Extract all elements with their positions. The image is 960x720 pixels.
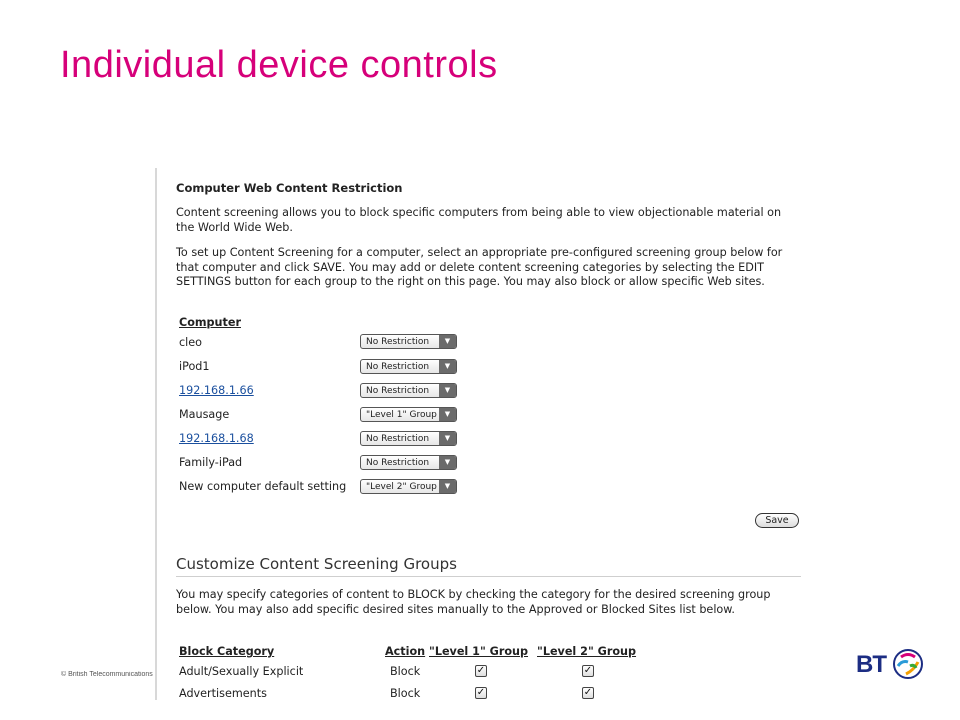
level2-checkbox[interactable]: [582, 665, 594, 677]
level2-checkbox[interactable]: [582, 687, 594, 699]
slide-title: Individual device controls: [60, 44, 498, 86]
screening-group-select[interactable]: [360, 431, 457, 446]
dropdown-arrow-icon: ▼: [439, 360, 456, 373]
checkmark-icon: ✓: [476, 687, 486, 698]
checkmark-icon: ✓: [583, 687, 593, 698]
screening-group-select[interactable]: [360, 407, 457, 422]
screening-group-select[interactable]: [360, 334, 457, 349]
screening-group-select[interactable]: [360, 383, 457, 398]
computer-column-header: Computer: [179, 316, 241, 329]
groups-heading: Customize Content Screening Groups: [176, 555, 457, 573]
intro-text: Content screening allows you to block specific computers from being able to view objectionable material on the World Wide Web.: [176, 206, 782, 234]
select-value: "Level 2" Group: [366, 482, 437, 492]
divider: [176, 576, 801, 577]
table-cell-category: Adult/Sexually Explicit: [179, 665, 304, 678]
table-header-level2: "Level 2" Group: [537, 645, 637, 658]
select-value: No Restriction: [366, 386, 430, 396]
level1-checkbox[interactable]: [475, 665, 487, 677]
table-header-level1: "Level 1" Group: [429, 645, 529, 658]
select-value: No Restriction: [366, 337, 430, 347]
dropdown-arrow-icon: ▼: [439, 432, 456, 445]
computer-link[interactable]: 192.168.1.66: [179, 384, 254, 397]
checkmark-icon: ✓: [583, 665, 593, 676]
screening-group-select[interactable]: [360, 455, 457, 470]
bt-logo: [856, 646, 928, 682]
dropdown-arrow-icon: ▼: [439, 335, 456, 348]
instructions-text: To set up Content Screening for a computer, select an appropriate pre-configured screening group below for that computer and click SAVE. You may add or delete content screening categories by selecting the EDIT SETTINGS button for each group to the right on this page. You may also block or allow specific Web sites.: [176, 246, 783, 288]
copyright-text: © British Telecommunications: [61, 671, 153, 678]
computer-name: Mausage: [179, 408, 230, 421]
screening-group-select[interactable]: [360, 479, 457, 494]
computer-name: iPod1: [179, 360, 210, 373]
select-value: No Restriction: [366, 362, 430, 372]
select-value: No Restriction: [366, 458, 430, 468]
table-header-category: Block Category: [179, 645, 275, 658]
computer-name: cleo: [179, 336, 202, 349]
table-cell-action: Block: [390, 687, 421, 700]
select-value: "Level 1" Group: [366, 410, 437, 420]
dropdown-arrow-icon: ▼: [439, 480, 456, 493]
select-value: No Restriction: [366, 434, 430, 444]
router-settings-screenshot: [155, 168, 807, 700]
save-button[interactable]: Save: [755, 513, 799, 528]
logo-text: BT: [856, 651, 886, 678]
bt-globe-icon: [892, 648, 924, 680]
dropdown-arrow-icon: ▼: [439, 456, 456, 469]
dropdown-arrow-icon: ▼: [439, 408, 456, 421]
screening-group-select[interactable]: [360, 359, 457, 374]
groups-intro-text: You may specify categories of content to BLOCK by checking the category for the desired screening group below. You may also add specific desired sites manually to the Approved or Blocked Sites list below.: [176, 588, 771, 616]
table-cell-action: Block: [390, 665, 421, 678]
computer-link[interactable]: 192.168.1.68: [179, 432, 254, 445]
section-heading: Computer Web Content Restriction: [176, 181, 403, 195]
dropdown-arrow-icon: ▼: [439, 384, 456, 397]
table-cell-category: Advertisements: [179, 687, 267, 700]
checkmark-icon: ✓: [476, 665, 486, 676]
computer-name: New computer default setting: [179, 480, 347, 493]
computer-name: Family-iPad: [179, 456, 243, 469]
table-header-action: Action: [385, 645, 426, 658]
level1-checkbox[interactable]: [475, 687, 487, 699]
